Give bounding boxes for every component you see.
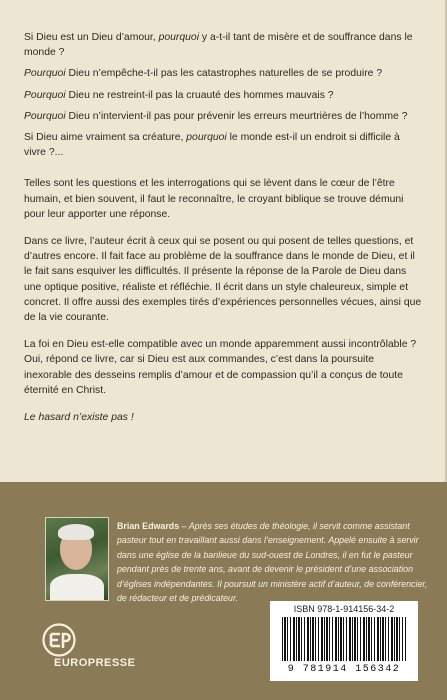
q2-emphasis: Pourquoi [24,68,66,80]
publisher-logo-icon [42,623,76,657]
paragraph-2: Dans ce livre, l’auteur écrit à ceux qui se posent ou qui posent de telles questions, et d’autres encore. Il fait face au problème de la souffrance dans le monde de Dieu, et il le fait sans esquiver les difficultés. Il présente la réponse de la Parole de Dieu dans une optique positive, réaliste et réfléchie. Il écrit dans un style chaleureux, simple et concret. Il offre aussi des exemples tirés d’expériences personnelles vécues, ainsi que de la vie courante. [24,236,422,324]
q5-emphasis: pourquoi [186,132,227,144]
q3-emphasis: Pourquoi [24,89,66,101]
back-cover-text [24,30,424,431]
closing-line: Le hasard n’existe pas ! [24,412,134,424]
question-4 [24,109,424,124]
q1-text: Si Dieu est un Dieu d’amour, [24,32,159,43]
photo-hair [58,524,94,540]
q4-emphasis: Pourquoi [24,110,66,122]
author-bio-text: – Après ses études de théologie, il servit comme assistant pasteur tout en travaillant aussi dans l’enseignement. Appelé ensuite à servir dans une église de la banlieue du sud-ouest de Londres, il en fut le pasteur pendant près de trente ans, avant de devenir le président d’une association d’églises indépendantes. Il poursuit un ministère actif d’auteur, de conférencier, de rédacteur et de prédicateur. [117,521,428,604]
q1-emphasis: pourquoi [158,32,200,43]
q5-text: Si Dieu aime vraiment sa créature, [24,132,187,144]
question-2 [24,66,424,81]
question-3 [24,88,424,103]
barcode-bars [282,617,406,661]
question-1 [24,30,424,60]
paragraph-3: La foi en Dieu est-elle compatible avec un monde apparemment aussi incontrôlable ? Oui, répond ce livre, car si Dieu est aux commandes, c’est dans la poursuite inexorable des desseins remplis d’amour et de compassion qu’il a conçus de toute éternité en Christ. [24,339,417,396]
question-5 [24,130,424,160]
q1-text-end: y a-t-il tant de misère et de souffrance dans le monde ? [24,32,413,59]
publisher-name: EUROPRESSE [54,657,136,669]
author-bio [117,519,429,605]
author-name: Brian Edwards [117,521,180,531]
q2-text: Dieu n’empêche-t-il pas les catastrophes naturelles de se produire ? [65,68,383,80]
isbn-label: ISBN 978-1-914156-34-2 [293,604,395,614]
q3-text: Dieu ne restreint-il pas la cruauté des hommes mauvais ? [65,89,334,101]
q4-text: Dieu n’intervient-il pas pour prévenir les erreurs meurtrières de l’homme ? [65,110,408,122]
paragraph-1: Telles sont les questions et les interrogations qui se lèvent dans le cœur de l’être humain, et bien souvent, il faut le reconnaître, le croyant biblique se trouve démuni pour leur apporter une réponse. [24,178,404,220]
photo-shirt [50,574,104,601]
barcode-number: 9 781914 156342 [287,664,401,675]
q5-text-end: le monde est-il un endroit si difficile à vivre ?... [24,132,400,159]
barcode [270,601,418,681]
author-photo [45,517,109,601]
